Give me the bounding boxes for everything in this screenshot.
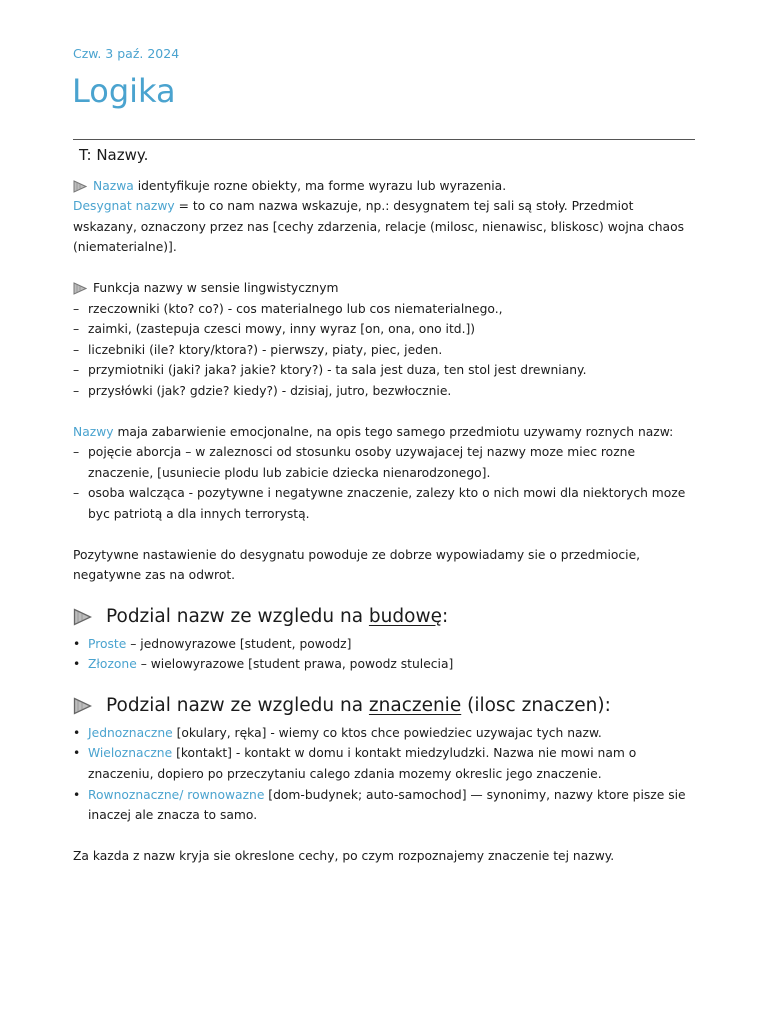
term-nazwa: Nazwa xyxy=(93,178,134,193)
emotional-text: maja zabarwienie emocjonalne, na opis tego samego przedmiotu uzywamy roznych nazw: xyxy=(113,424,674,439)
item-text: – wielowyrazowe [student prawa, powodz stulecia] xyxy=(136,657,454,672)
heading-text: Podzial nazw ze wzgledu na xyxy=(106,605,369,627)
spacer xyxy=(73,402,698,422)
term: Jednoznaczne xyxy=(88,725,173,740)
intro-paragraph xyxy=(73,176,698,258)
section-heading-budowa xyxy=(73,604,698,630)
term: Proste xyxy=(88,636,127,651)
budowa-list xyxy=(73,634,698,675)
spacer xyxy=(73,525,698,545)
item-text: [dom-budynek; auto-samochod] — synonimy, nazwy ktore pisze sie inaczej ale znacza to samo. xyxy=(88,787,686,823)
spacer xyxy=(73,826,698,846)
triangle-bullet-icon xyxy=(73,180,87,193)
closing-paragraph: Za kazda z nazw kryja sie okreslone cechy, po czym rozpoznajemy znaczenie tej nazwy. xyxy=(73,848,615,863)
title-divider xyxy=(73,139,695,140)
note-title: Logika xyxy=(72,72,176,110)
list-item xyxy=(73,654,698,675)
intro-line1-text: identyfikuje rozne obiekty, ma forme wyrazu lub wyrazenia. xyxy=(133,178,507,193)
triangle-bullet-icon xyxy=(73,282,87,295)
emotional-paragraph xyxy=(73,422,698,443)
spacer xyxy=(73,675,698,693)
heading-suffix: (ilosc znaczen): xyxy=(461,694,611,716)
section-heading-znaczenie xyxy=(73,693,698,719)
item-text: – jednowyrazowe [student, powodz] xyxy=(126,636,352,651)
intro-line2-text: = to co nam nazwa wskazuje, np.: desygnatem tej sali są stoły. Przedmiot wskazany, oznaczony przez nas [cechy zdarzenia, relacje (milosc, nienawisc, bliskosc) wojna chaos (niematerialne)]. xyxy=(73,199,685,255)
list-item: – zaimki, (zastepuja czesci mowy, inny wyraz [on, ona, ono itd.]) xyxy=(73,319,698,340)
list-item: – liczebniki (ile? ktory/ktora?) - pierwszy, piaty, piec, jeden. xyxy=(73,340,698,361)
function-heading xyxy=(73,278,698,299)
list-item: – przymiotniki (jaki? jaka? jakie? ktory?) - ta sala jest duza, ten stol jest drewniany. xyxy=(73,360,698,381)
item-text: [kontakt] - kontakt w domu i kontakt miedzyludzki. Nazwa nie mowi nam o znaczeniu, dopiero po przeczytaniu calego zdania mozemy okreslic jego znaczenie. xyxy=(88,746,637,782)
function-heading-text: Funkcja nazwy w sensie lingwistycznym xyxy=(93,280,339,295)
term: Złozone xyxy=(88,657,137,672)
term-desygnat: Desygnat nazwy xyxy=(73,199,175,214)
term: Rownoznaczne/ rownowazne xyxy=(88,787,265,802)
list-item: – pojęcie aborcja – w zaleznosci od stosunku osoby uzywajacej tej nazwy moze miec rozne znaczenie, [usuniecie plodu lub zabicie dziecka nienarodzonego]. xyxy=(73,442,698,483)
positive-note: Pozytywne nastawienie do desygnatu powoduje ze dobrze wypowiadamy sie o przedmiocie, negatywne zas na odwrot. xyxy=(73,547,641,583)
list-item xyxy=(73,785,698,826)
list-item xyxy=(73,723,698,744)
note-date: Czw. 3 paź. 2024 xyxy=(73,46,180,61)
term-nazwy: Nazwy xyxy=(73,424,114,439)
spacer xyxy=(73,586,698,604)
spacer xyxy=(73,258,698,278)
list-item: – rzeczowniki (kto? co?) - cos materialnego lub cos niematerialnego., xyxy=(73,299,698,320)
emotional-list xyxy=(73,442,698,524)
function-list xyxy=(73,299,698,402)
heading-text: Podzial nazw ze wzgledu na xyxy=(106,694,369,716)
triangle-bullet-icon xyxy=(73,608,92,626)
znaczenie-list xyxy=(73,723,698,826)
heading-suffix: : xyxy=(441,605,449,627)
list-item xyxy=(73,634,698,655)
term: Wieloznaczne xyxy=(88,746,173,761)
note-content xyxy=(73,145,698,866)
list-item: – przysłówki (jak? gdzie? kiedy?) - dzisiaj, jutro, bezwłocznie. xyxy=(73,381,698,402)
item-text: [okulary, ręka] - wiemy co ktos chce powiedziec uzywajac tych nazw. xyxy=(172,725,602,740)
triangle-bullet-icon xyxy=(73,697,92,715)
list-item: – osoba walcząca - pozytywne i negatywne znaczenie, zalezy kto o nich mowi dla niektorych moze byc patriotą a dla innych terrorystą. xyxy=(73,483,698,524)
heading-underlined: budowę xyxy=(368,605,442,627)
list-item xyxy=(73,743,698,784)
topic-line: T: Nazwy. xyxy=(79,146,149,164)
heading-underlined: znaczenie xyxy=(368,694,462,716)
